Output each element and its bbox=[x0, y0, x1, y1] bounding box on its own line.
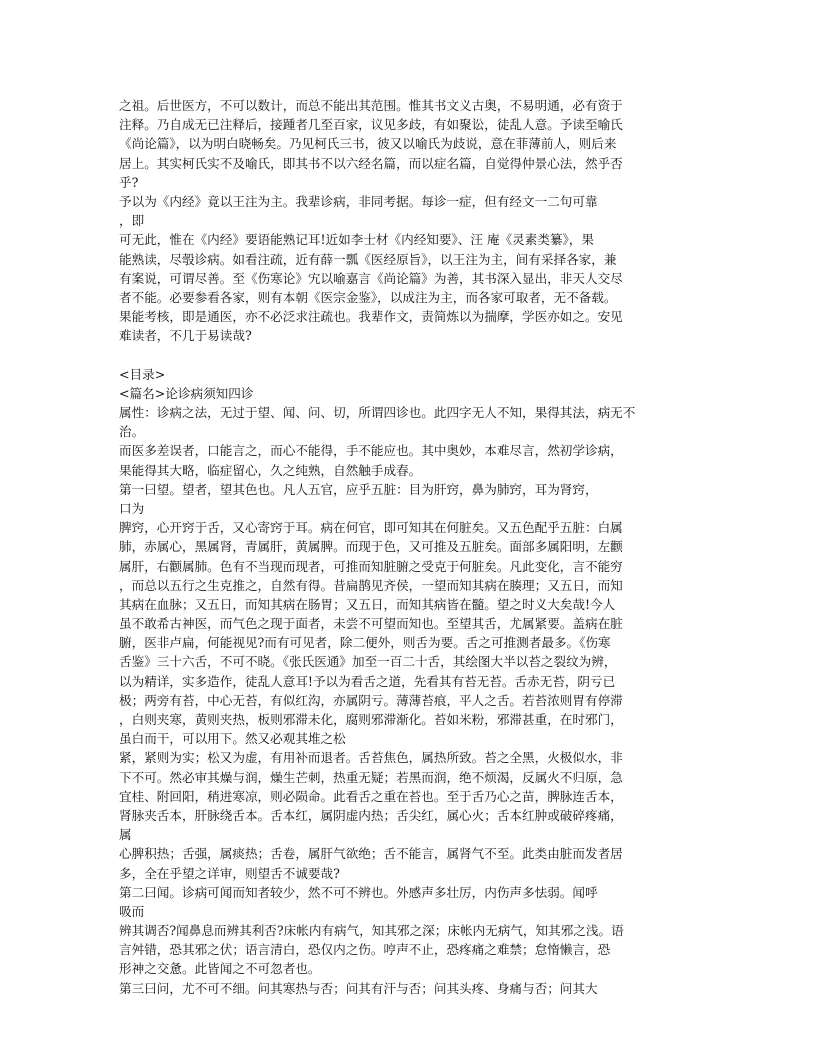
text-line: 肺，赤属心，黑属肾，青属肝，黄属脾。而现于色，又可推及五脏矣。面部多属阳明，左颧 bbox=[119, 539, 623, 555]
text-line: <目录> bbox=[119, 366, 166, 382]
text-line: 乎? bbox=[119, 174, 139, 190]
text-line: 属性：诊病之法，无过于望、闻、问、切，所谓四诊也。此四字无人不知，果得其法，病无不 bbox=[119, 405, 636, 420]
text-line: 形神之交惫。此皆闻之不可忽者也。 bbox=[119, 961, 321, 977]
text-line: 口为 bbox=[119, 500, 145, 516]
text-line: 腑，医非卢扁，何能视见?而有可见者，除二便外，则舌为要。舌之可推测者最多。《伤寒 bbox=[119, 635, 611, 651]
text-line: 吸而 bbox=[119, 903, 145, 919]
text-line: <篇名>论诊病须知四诊 bbox=[119, 385, 254, 401]
text-line: 居上。其实柯氏实不及喻氏，即其书不以六经名篇，而以症名篇，自觉得仲景心法，然乎否 bbox=[119, 155, 623, 171]
text-line: 果能得其大略，临症留心，久之纯熟，自然触手成春。 bbox=[119, 462, 422, 478]
text-line: 下不可。然必审其燥与润，燥生芒刺，热重无疑；若黑而润，绝不烦渴，反属火不归原，急 bbox=[119, 769, 623, 785]
text-line: 果能考核，即是通医，亦不必泛求注疏也。我辈作文，责简炼以为揣摩，学医亦如之。安见 bbox=[119, 309, 623, 325]
text-line: 第三曰问，尤不可不细。问其寒热与否；问其有汗与否；问其头疼、身痛与否；问其大 bbox=[119, 980, 598, 996]
text-line: ，即 bbox=[119, 213, 145, 229]
text-line: 以为精详，实多造作，徒乱人意耳!予以为看舌之道，先看其有苔无苔。舌赤无苔，阴亏已 bbox=[119, 673, 616, 689]
text-line: 其病在血脉；又五日，而知其病在肠胃；又五日，而知其病皆在髓。望之时义大矣哉!今人 bbox=[119, 596, 616, 612]
text-line: 属肝，右颧属肺。色有不当现而现者，可推而知脏腑之受克于何脏矣。凡此变化，言不能穷 bbox=[119, 558, 623, 574]
text-line: 紧，紧则为实；松又为虚，有用补而退者。舌苔焦色，属热所致。苔之全黑，火极似水，非 bbox=[119, 750, 623, 766]
text-line: 多，全在乎望之详审，则望舌不诚要哉? bbox=[119, 865, 340, 881]
text-line: 有案说，可谓尽善。至《伤寒论》宄以喻嘉言《尚论篇》为善，其书深入显出，非天人交尽 bbox=[119, 270, 623, 286]
text-line: 言舛错，恐其邪之伏；语言清白，恐仅内之伤。哼声不止，恐疼痛之难禁；怠惰懒言，恐 bbox=[119, 942, 611, 958]
text-line: 而医多差误者，口能言之，而心不能得，手不能应也。其中奥妙，本难尽言，然初学诊病， bbox=[119, 443, 623, 459]
text-line: 虽白而干，可以用下。然又必观其堆之松 bbox=[119, 731, 346, 747]
text-line: 心脾积热；舌强，属痰热；舌卷，属肝气欲绝；舌不能言，属肾气不至。此类由脏而发者居 bbox=[119, 846, 623, 862]
text-line: 肾脉夹舌本，肝脉绕舌本。舌本红，属阴虚内热；舌尖红，属心火；舌本红肿或破碎疼痛， bbox=[119, 807, 623, 823]
text-line: ，而总以五行之生克推之，自然有得。昔扁鹊见齐侯，一望而知其病在腠理；又五日，而知 bbox=[119, 577, 623, 593]
text-line: 《尚论篇》，以为明白晓畅矣。乃见柯氏三书，彼又以喻氏为歧说，意在菲薄前人，则后来 bbox=[119, 136, 617, 152]
text-line: ，白则夹寒，黄则夹热，板则邪滞未化，腐则邪滞渐化。苔如米粉，邪滞甚重，在时邪门， bbox=[119, 712, 623, 727]
text-line: 脾窍，心开窍于舌，又心寄窍于耳。病在何官，即可知其在何脏矣。又五色配乎五脏：白属 bbox=[119, 520, 623, 536]
text-line: 第二曰闻。诊病可闻而知者较少，然不可不辨也。外感声多壮厉，内伤声多怯弱。闻呼 bbox=[119, 884, 598, 900]
text-line: 者不能。必要参看各家，则有本朝《医宗金鉴》，以成注为主，而各家可取者，无不备载。 bbox=[119, 289, 617, 305]
text-line: 虽不敢希古神医，而气色之现于面者，未尝不可望而知也。至望其舌，尤属紧要。盖病在脏 bbox=[119, 616, 623, 632]
text-line: 予以为《内经》竟以王注为主。我辈诊病，非同考据。每诊一症，但有经文一二句可靠 bbox=[119, 193, 598, 209]
text-line: 可无此，惟在《内经》要语能熟记耳!近如李士材《内经知要》、汪 庵《灵素类纂》，果 bbox=[119, 232, 595, 248]
text-line: 属 bbox=[119, 827, 132, 843]
text-line: 辨其调否?闻鼻息而辨其利否?床帐内有病气，知其邪之深；床帐内无病气，知其邪之浅。语 bbox=[119, 923, 624, 939]
text-line: 舌鉴》三十六舌，不可不晓。《张氏医通》加至一百二十舌，其绘图大半以苔之裂纹为辨， bbox=[119, 654, 617, 670]
text-line: 难读者，不几于易读哉? bbox=[119, 328, 252, 344]
text-line: 注释。乃自成无已注释后，接踵者几至百家，议见多歧，有如聚讼，徒乱人意。予读至喻氏 bbox=[119, 117, 623, 133]
text-line: 能熟读，尽彀诊病。如看注疏，近有薛一瓢《医经原旨》，以王注为主，间有采择各家，兼 bbox=[119, 251, 617, 267]
document-page bbox=[119, 96, 699, 998]
blank-line bbox=[119, 345, 699, 364]
text-line: 治。 bbox=[119, 424, 145, 440]
text-line: 宜桂、附回阳，稍进寒凉，则必陨命。此看舌之重在苔也。至于舌乃心之苗，脾脉连舌本， bbox=[119, 788, 623, 804]
text-line: 第一曰望。望者，望其色也。凡人五官，应乎五脏：目为肝窍，鼻为肺窍，耳为肾窍， bbox=[119, 481, 598, 497]
text-line: 极；两旁有苔，中心无苔，有似红沟，亦属阴亏。薄薄苔痕，平人之舌。若苔浓则胃有停滞 bbox=[119, 692, 623, 708]
text-line: 之祖。后世医方，不可以数计，而总不能出其范围。惟其书文义古奥，不易明通，必有资于 bbox=[119, 98, 623, 113]
